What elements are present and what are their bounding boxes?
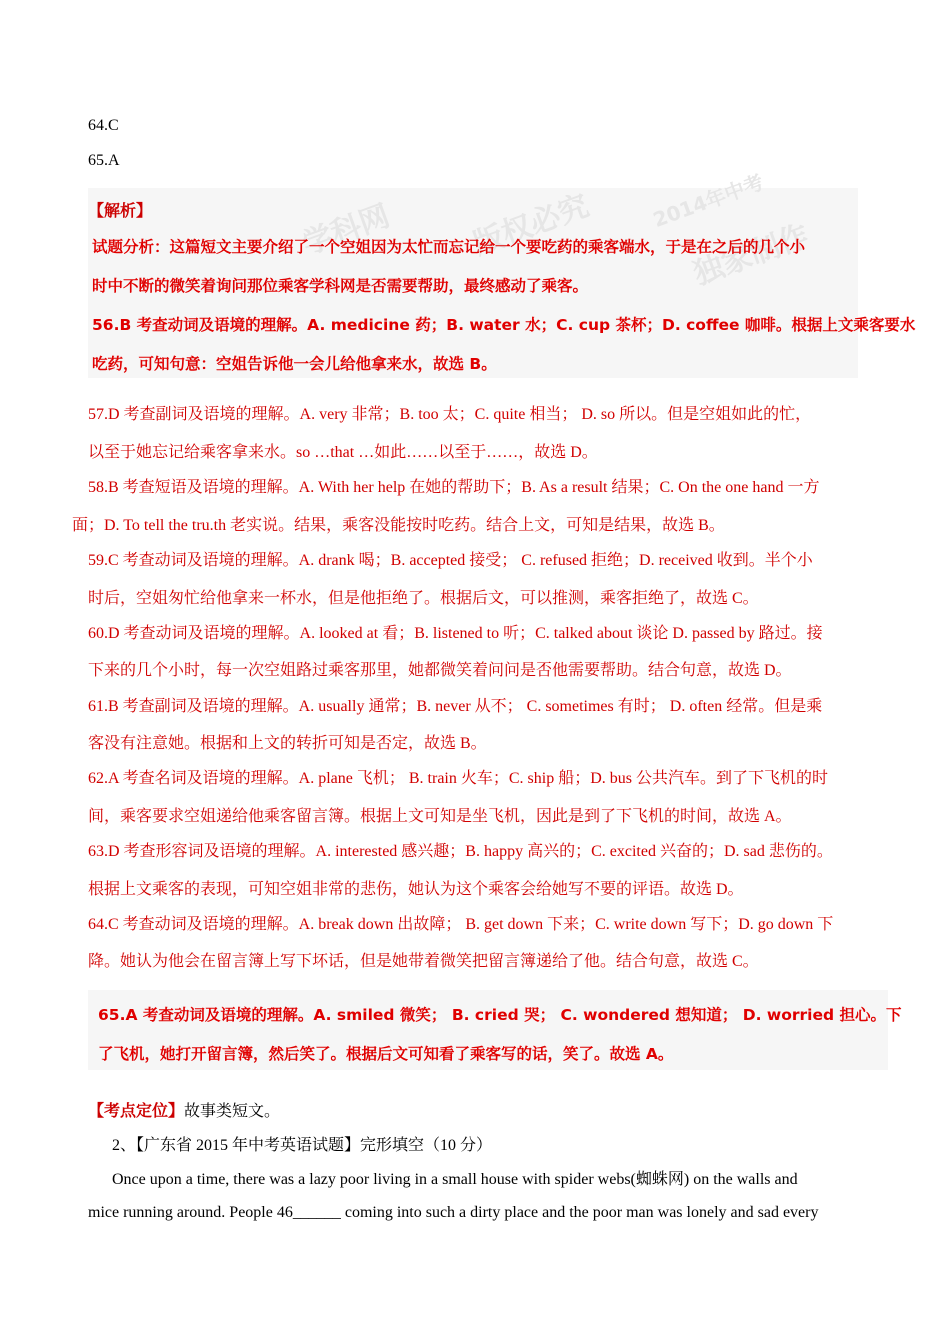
watermark-3: 独家制作: [688, 218, 814, 293]
q60-line-2: 下来的几个小时，每一次空姐路过乘客那里，她都微笑着问问是否他需要帮助。结合句意，故选 D。: [88, 662, 792, 679]
kaodian-text: 故事类短文。: [184, 1103, 281, 1120]
summary-line-1: 试题分析：这篇短文主要介绍了一个空姐因为太忙而忘记给一个要吃药的乘客端水，于是在之后的几个小: [92, 238, 806, 256]
summary-line-2: 时中不断的微笑着询问那位乘客学科网是否需要帮助，最终感动了乘客。: [92, 277, 589, 295]
q58-line-2: 面；D. To tell the tru.th 老实说。结果，乘客没能按时吃药。结合上文，可知是结果，故选 B。: [72, 517, 725, 534]
q62-line-2: 间，乘客要求空姐递给他乘客留言簿。根据上文可知是坐飞机，因此是到了下飞机的时间，故选 A。: [88, 808, 792, 825]
watermark-1: 学科网: [297, 198, 395, 263]
q56-line-2: 吃药，可知句意：空姐告诉他一会儿给他拿来水，故选 B。: [92, 355, 497, 373]
q65-line-2: 了飞机，她打开留言簿，然后笑了。根据后文可知看了乘客写的话，笑了。故选 A。: [98, 1045, 674, 1063]
q61-line-1: 61.B 考查副词及语境的理解。A. usually 通常；B. never 从不； C. sometimes 有时； D. often 经常。但是乘: [88, 698, 823, 715]
q63-line-2: 根据上文乘客的表现，可知空姐非常的悲伤，她认为这个乘客会给她写不要的评语。故选 D。: [88, 881, 744, 898]
section2-para-line-2: mice running around. People 46______ coming into such a dirty place and the poor man was lonely and sad every: [88, 1204, 819, 1221]
q63-line-1: 63.D 考查形容词及语境的理解。A. interested 感兴趣；B. happy 高兴的；C. excited 兴奋的；D. sad 悲伤的。: [88, 843, 833, 860]
watermark-2: 版权必究: [468, 188, 594, 263]
kaodian-label: 【考点定位】: [88, 1103, 185, 1120]
q60-line-1: 60.D 考查动词及语境的理解。A. looked at 看；B. listened to 听；C. talked about 谈论 D. passed by 路过。接: [88, 625, 823, 642]
q57-line-2: 以至于她忘记给乘客拿来水。so …that …如此……以至于……，故选 D。: [88, 444, 598, 461]
q56-line-1: 56.B 考查动词及语境的理解。A. medicine 药；B. water 水；C. cup 茶杯；D. coffee 咖啡。根据上文乘客要水: [92, 316, 916, 334]
section2-para-line-1: Once upon a time, there was a lazy poor living in a small house with spider webs(蜘蛛网) on the walls and: [112, 1171, 798, 1188]
watermark-4: 2014年中考: [649, 169, 767, 232]
q62-line-1: 62.A 考查名词及语境的理解。A. plane 飞机； B. train 火车；C. ship 船；D. bus 公共汽车。到了下飞机的时: [88, 770, 828, 787]
analysis-header: 【解析】: [88, 203, 153, 220]
q59-line-2: 时后，空姐匆忙给他拿来一杯水，但是他拒绝了。根据后文，可以推测，乘客拒绝了，故选 C。: [88, 590, 759, 607]
section2-title: 2、【广东省 2015 年中考英语试题】完形填空（10 分）: [112, 1137, 493, 1154]
q64-line-1: 64.C 考查动词及语境的理解。A. break down 出故障； B. get down 下来；C. write down 写下；D. go down 下: [88, 916, 834, 933]
q57-line-1: 57.D 考查副词及语境的理解。A. very 非常；B. too 太；C. quite 相当； D. so 所以。但是空姐如此的忙，: [88, 406, 812, 423]
q58-line-1: 58.B 考查短语及语境的理解。A. With her help 在她的帮助下；B. As a result 结果；C. On the one hand 一方: [88, 479, 820, 496]
q65-line-1: 65.A 考查动词及语境的理解。A. smiled 微笑； B. cried 哭； C. wondered 想知道； D. worried 担心。下: [98, 1006, 902, 1024]
q61-line-2: 客没有注意她。根据和上文的转折可知是否定，故选 B。: [88, 735, 487, 752]
answer-65: 65.A: [88, 152, 120, 169]
q59-line-1: 59.C 考查动词及语境的理解。A. drank 喝；B. accepted 接受； C. refused 拒绝；D. received 收到。半个小: [88, 552, 813, 569]
q64-line-2: 降。她认为他会在留言簿上写下坏话，但是她带着微笑把留言簿递给了他。结合句意，故选 C。: [88, 953, 759, 970]
kaodian-line: [88, 1098, 280, 1121]
answer-64: 64.C: [88, 117, 119, 134]
